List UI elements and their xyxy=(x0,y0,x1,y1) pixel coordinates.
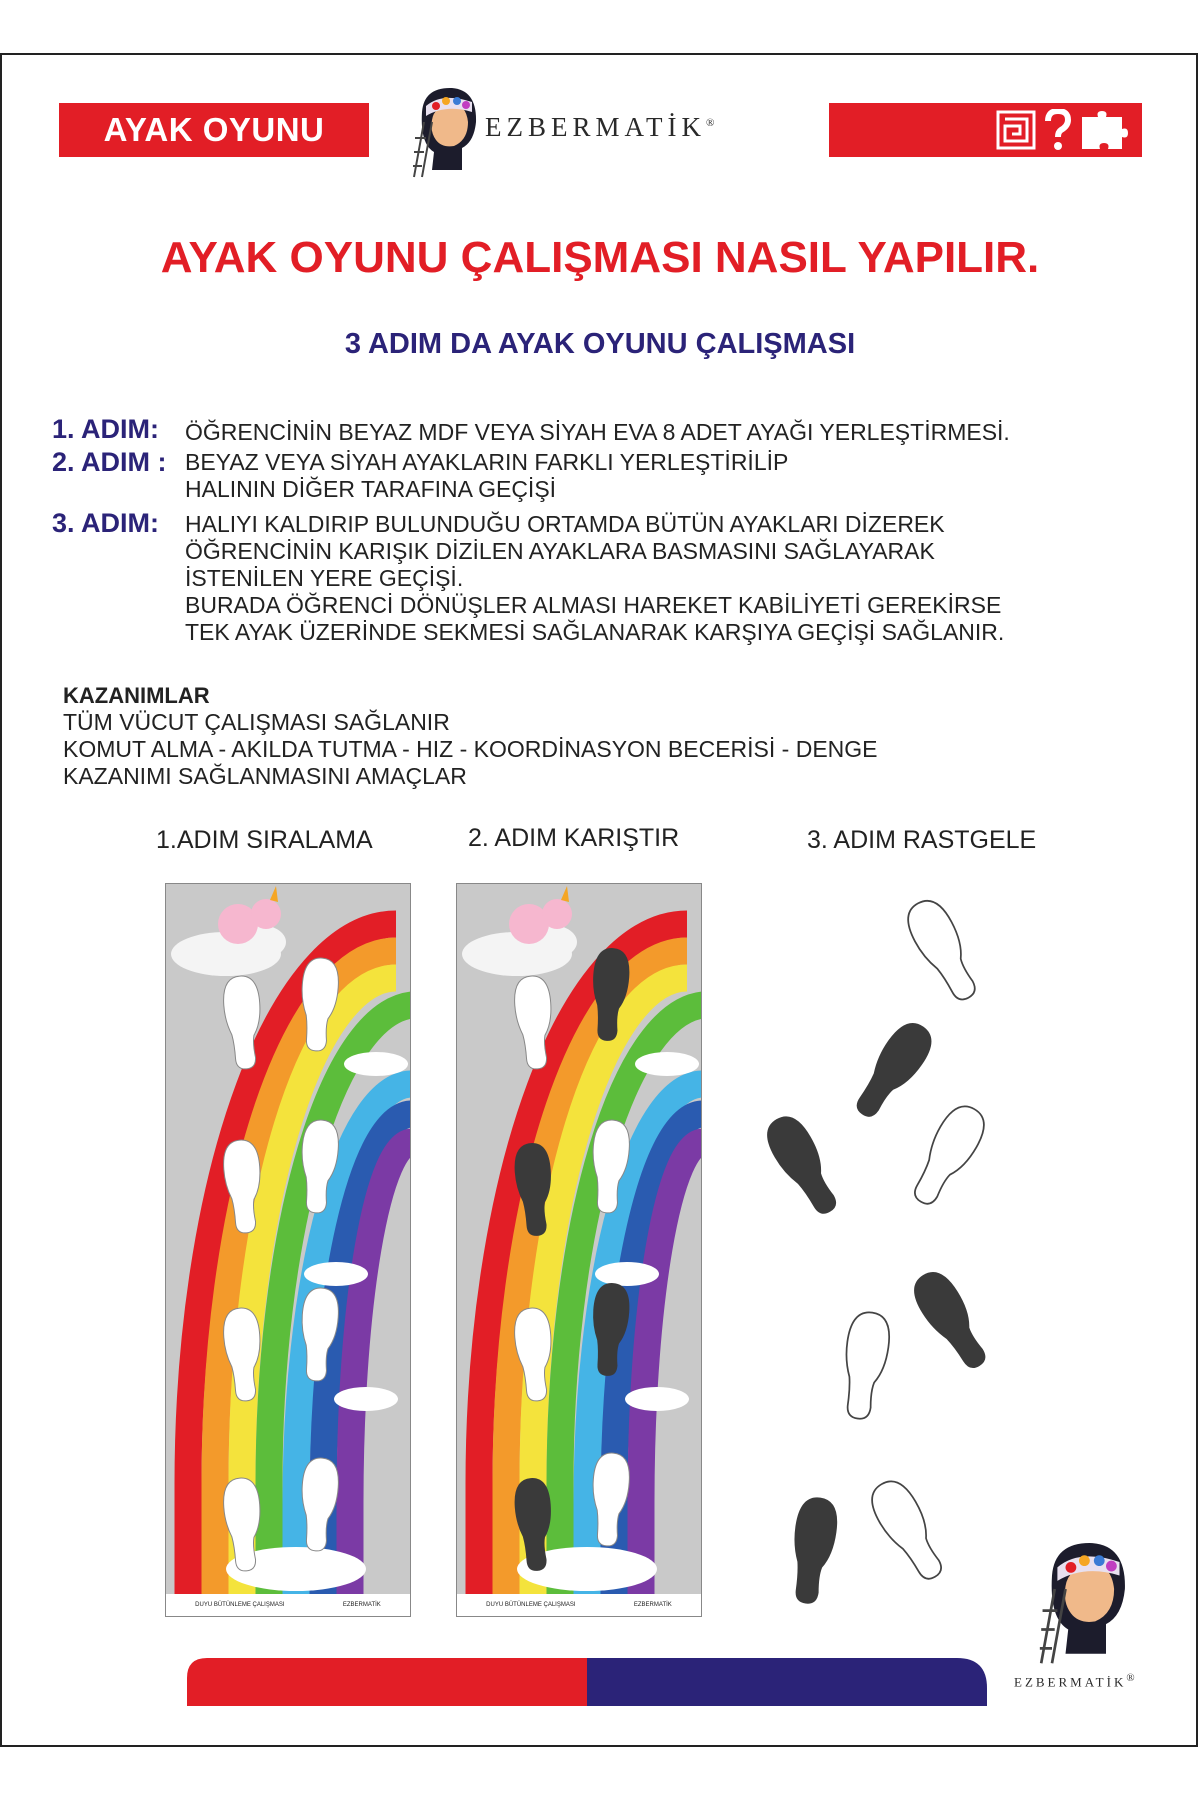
mat-footer-brand: EZBERMATİK xyxy=(342,1602,381,1608)
outcome-line: KOMUT ALMA - AKILDA TUTMA - HIZ - KOORDİNASYON BECERİSİ - DENGE xyxy=(63,736,878,762)
rainbow-mat-illustration xyxy=(457,884,702,1596)
page-title: AYAK OYUNU ÇALIŞMASI NASIL YAPILIR. xyxy=(160,233,1040,282)
header-badge: AYAK OYUNU xyxy=(59,103,369,157)
footer-color-bar xyxy=(187,1658,987,1706)
step-2-text: BEYAZ VEYA SİYAH AYAKLARIN FARKLI YERLEŞTİRİLİP HALININ DİĞER TARAFINA GEÇİŞİ xyxy=(185,449,789,502)
mat-panel-sort xyxy=(165,883,411,1617)
column-title-sort: 1.ADIM SIRALAMA xyxy=(156,826,373,854)
question-icon xyxy=(1044,109,1072,151)
page-subtitle: 3 ADIM DA AYAK OYUNU ÇALIŞMASI xyxy=(344,328,856,360)
mat-footer-brand: EZBERMATİK xyxy=(633,1602,672,1608)
step-3-text: HALIYI KALDIRIP BULUNDUĞU ORTAMDA BÜTÜN AYAKLARI DİZEREK ÖĞRENCİNİN KARIŞIK DİZİLEN AYAKLARA BASMASINI SAĞLAYARAK İSTENİLEN YERE GEÇİŞİ. BURADA ÖĞRENCİ DÖNÜŞLER ALMASI HAREKET KABİLİYETİ GEREKİRSE TEK AYAK ÜZERİNDE SEKMESİ SAĞLANARAK KARŞIYA GEÇİŞİ SAĞLANIR. xyxy=(185,511,1005,645)
mat-footer xyxy=(166,1594,410,1616)
logo-head-icon xyxy=(402,82,482,182)
step-1-text: ÖĞRENCİNİN BEYAZ MDF VEYA SİYAH EVA 8 ADET AYAĞI YERLEŞTİRMESİ. xyxy=(185,419,1010,445)
column-title-random: 3. ADIM RASTGELE xyxy=(807,826,1037,854)
step-3-label: 3. ADIM: xyxy=(52,508,159,538)
random-feet-illustration xyxy=(760,890,1020,1630)
maze-icon xyxy=(996,110,1036,150)
rainbow-mat-illustration xyxy=(166,884,411,1596)
outcome-line: KAZANIMI SAĞLANMASINI AMAÇLAR xyxy=(63,763,467,789)
header-icon-bar xyxy=(829,103,1142,157)
puzzle-icon xyxy=(1080,109,1132,151)
outcomes-title: KAZANIMLAR xyxy=(63,683,210,708)
mat-footer-label: DUYU BÜTÜNLEME ÇALIŞMASI xyxy=(486,1602,576,1608)
mat-footer-label: DUYU BÜTÜNLEME ÇALIŞMASI xyxy=(195,1602,285,1608)
step-1-label: 1. ADIM: xyxy=(52,414,159,444)
step-2-label: 2. ADIM : xyxy=(52,447,167,477)
outcome-line: TÜM VÜCUT ÇALIŞMASI SAĞLANIR xyxy=(63,709,450,735)
brand-name: EZBERMATİK® xyxy=(485,112,715,142)
footer-brand: EZBERMATİK® xyxy=(1014,1672,1138,1690)
column-title-mix: 2. ADIM KARIŞTIR xyxy=(468,824,680,852)
mat-panel-mix xyxy=(456,883,702,1617)
logo-head-icon xyxy=(1020,1535,1138,1670)
mat-footer xyxy=(457,1594,701,1616)
